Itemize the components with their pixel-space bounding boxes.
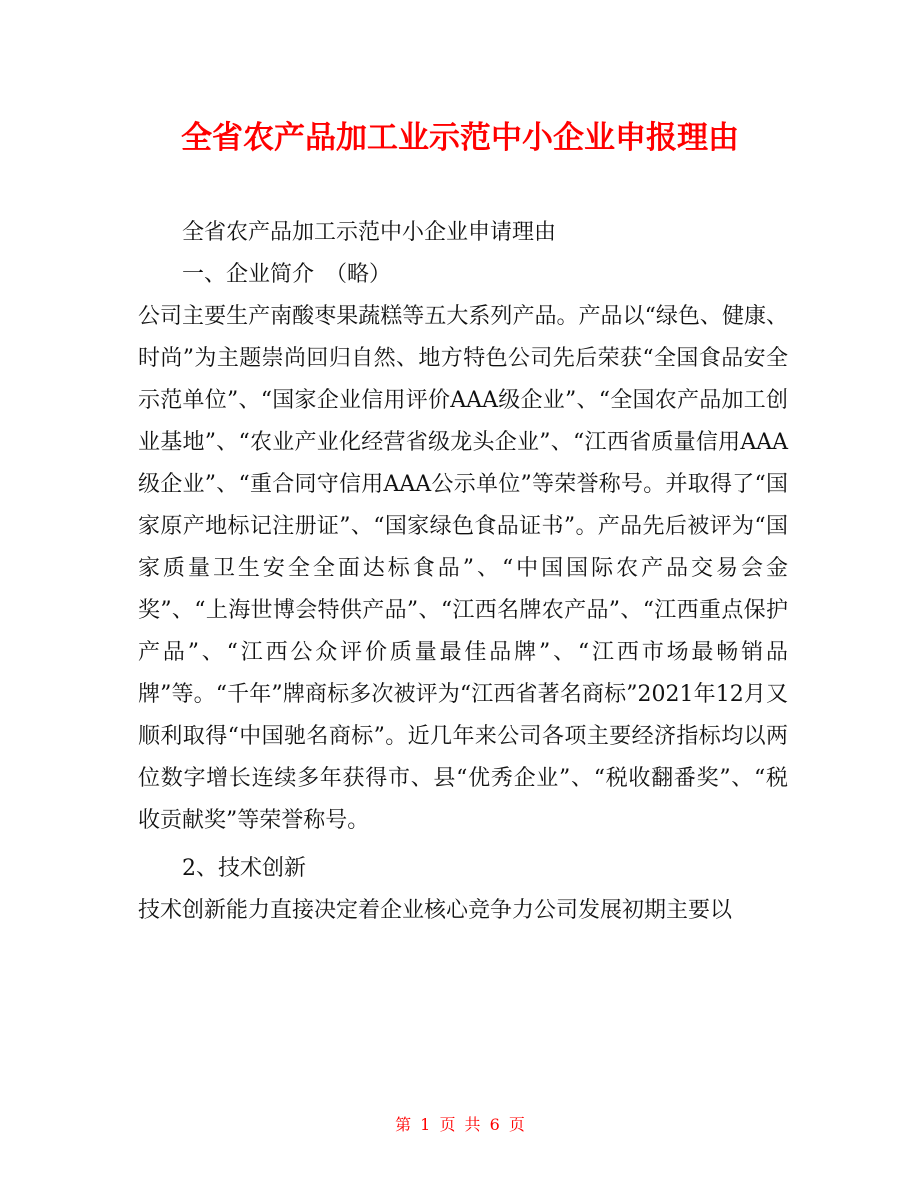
section2-paragraph: 技术创新能力直接决定着企业核心竞争力公司发展初期主要以 (138, 898, 733, 923)
page-number-footer: 第 1 页 共 6 页 (395, 1115, 525, 1134)
document-body (138, 212, 788, 932)
section1-paragraph: 公司主要生产南酸枣果蔬糕等五大系列产品。产品以“绿色、健康、时尚”为主题崇尚回归自然、地方特色公司先后荣获“全国食品安全示范单位”、“国家企业信用评价AAA级企业”、“全国农产品加工创业基地”、“农业产业化经营省级龙头企业”、“江西省质量信用AAA级企业”、“重合同守信用AAA公示单位”等荣誉称号。并取得了“国家原产地标记注册证”、“国家绿色食品证书”。产品先后被评为“国家质量卫生安全全面达标食品”、“中国国际农产品交易会金奖”、“上海世博会特供产品”、“江西名牌农产品”、“江西重点保护产品”、“江西公众评价质量最佳品牌”、“江西市场最畅销品牌”等。“千年”牌商标多次被评为“江西省著名商标”2021年12月又顺利取得“中国驰名商标”。近几年来公司各项主要经济指标均以两位数字增长连续多年获得市、县“优秀企业”、“税收翻番奖”、“税收贡献奖”等荣誉称号。 (138, 304, 788, 833)
section1-heading: 一、企业简介 （略） (182, 262, 392, 287)
subtitle: 全省农产品加工示范中小企业申请理由 (182, 220, 557, 245)
section2-heading: 2、技术创新 (182, 856, 306, 881)
document-title: 全省农产品加工业示范中小企业申报理由 (181, 120, 739, 156)
